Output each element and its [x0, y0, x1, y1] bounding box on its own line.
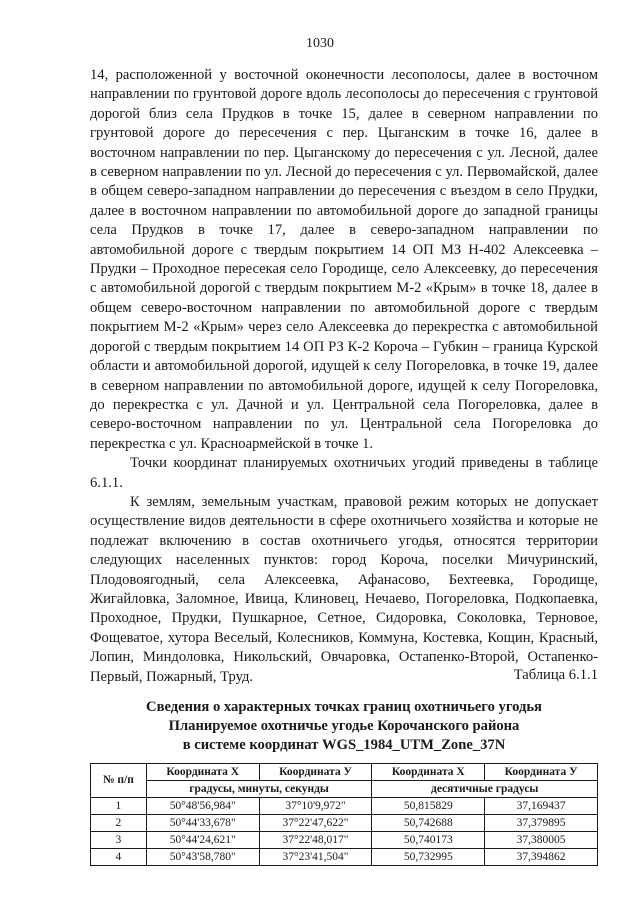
table-row [91, 832, 598, 849]
cell-y-dms: 37°22'48,017" [259, 832, 372, 849]
cell-y-dec: 37,380005 [485, 832, 598, 849]
cell-x-dms: 50°44'33,678" [146, 815, 259, 832]
table-title-line: Сведения о характерных точках границ охотничьего угодья [146, 699, 542, 715]
table-row [91, 815, 598, 832]
cell-x-dec: 50,740173 [372, 832, 485, 849]
body-text [90, 66, 598, 687]
cell-number: 2 [91, 815, 147, 832]
cell-y-dms: 37°22'47,622" [259, 815, 372, 832]
cell-y-dms: 37°10'9,972" [259, 798, 372, 815]
header-coord-y-dec: Координата У [485, 764, 598, 781]
header-coord-x-dec: Координата Х [372, 764, 485, 781]
cell-y-dec: 37,394862 [485, 849, 598, 866]
paragraph-table-reference: Точки координат планируемых охотничьих угодий приведены в таблице 6.1.1. [90, 455, 598, 491]
table-row [91, 849, 598, 866]
cell-number: 4 [91, 849, 147, 866]
table-title-line: в системе координат WGS_1984_UTM_Zone_37N [182, 737, 506, 753]
paragraph-excluded-lands: К землям, земельным участкам, правовой режим которых не допускает осуществление видов деятельности в сфере охотничьего хозяйства и которые не подлежат включению в состав охотничьего угодья, относятся территории следующих населенных пунктов: город Короча, поселки Мичуринский, Плодовоягодный, села Алексеевка, Афанасово, Бехтеевка, Городище, Жигайловка, Заломное, Ивица, Клиновец, Нечаево, Погореловка, Подкопаевка, Проходное, Прудки, Пушкарное, Сетное, Сидоровка, Соколовка, Терновое, Фощеватое, хутора Веселый, Колесников, Коммуна, Костевка, Кощин, Красный, Лопин, Миндоловка, Никольский, Овчаровка, Остапенко-Второй, Остапенко-Первый, Пожарный, Труд. [90, 493, 598, 685]
cell-x-dms: 50°48'56,984" [146, 798, 259, 815]
header-coord-x-dms: Координата Х [146, 764, 259, 781]
header-coord-y-dms: Координата У [259, 764, 372, 781]
cell-y-dms: 37°23'41,504" [259, 849, 372, 866]
table-caption: Таблица 6.1.1 [513, 667, 598, 683]
cell-number: 3 [91, 832, 147, 849]
cell-x-dms: 50°44'24,621" [146, 832, 259, 849]
unit-dms: градусы, минуты, секунды [146, 781, 372, 798]
unit-decimal: десятичные градусы [372, 781, 598, 798]
cell-y-dec: 37,169437 [485, 798, 598, 815]
cell-x-dec: 50,742688 [372, 815, 485, 832]
table-unit-row [91, 781, 598, 798]
cell-x-dms: 50°43'58,780" [146, 849, 259, 866]
cell-number: 1 [91, 798, 147, 815]
table-title-line: Планируемое охотничье угодье Корочанского района [168, 718, 520, 734]
cell-x-dec: 50,815829 [372, 798, 485, 815]
cell-x-dec: 50,732995 [372, 849, 485, 866]
paragraph-continuation: 14, расположенной у восточной оконечности лесополосы, далее в восточном направлении по грунтовой дороге вдоль лесополосы до пересечения с грунтовой дорогой близ села Прудков в точке 15, далее в северном направлении по грунтовой дороге до пересечения с пер. Цыганским в точке 16, далее в восточном направлении по пер. Цыганскому до пересечения с ул. Лесной, далее в северном направлении по ул. Лесной до пересечения с ул. Первомайской, далее в общем северо-западном направлении до пересечения с въездом в село Прудки, далее в восточном направлении по автомобильной дороге до западной границы села Прудков в точке 17, далее в северо-западном направлении по автомобильной дороге с твердым покрытием 14 ОП МЗ Н-402 Алексеевка – Прудки – Проходное пересекая село Городище, село Алексеевку, до пересечения с автомобильной дорогой с твердым покрытием М-2 «Крым» в точке 18, далее в общем северо-восточном направлении по автомобильной дороге с твердым покрытием М-2 «Крым» через село Алексеевка до перекрестка с автомобильной дорогой с твердым покрытием 14 ОП РЗ К-2 Короча – Губкин – граница Курской области и автомобильной дорогой, идущей к селу Погореловка, в точке 19, далее в северном направлении по автомобильной дороге, идущей к селу Погореловка, до перекрестка с ул. Дачной и ул. Центральной села Погореловка, далее в северо-восточном направлении по ул. Центральной села Погореловка до перекрестка с ул. Красноармейской в точке 1. [90, 67, 598, 452]
header-number: № п/п [91, 764, 147, 798]
table-title [90, 698, 598, 755]
coordinates-table [90, 763, 598, 866]
table-row [91, 798, 598, 815]
table-header-row [91, 764, 598, 781]
cell-y-dec: 37,379895 [485, 815, 598, 832]
page-number: 1030 [306, 36, 334, 51]
